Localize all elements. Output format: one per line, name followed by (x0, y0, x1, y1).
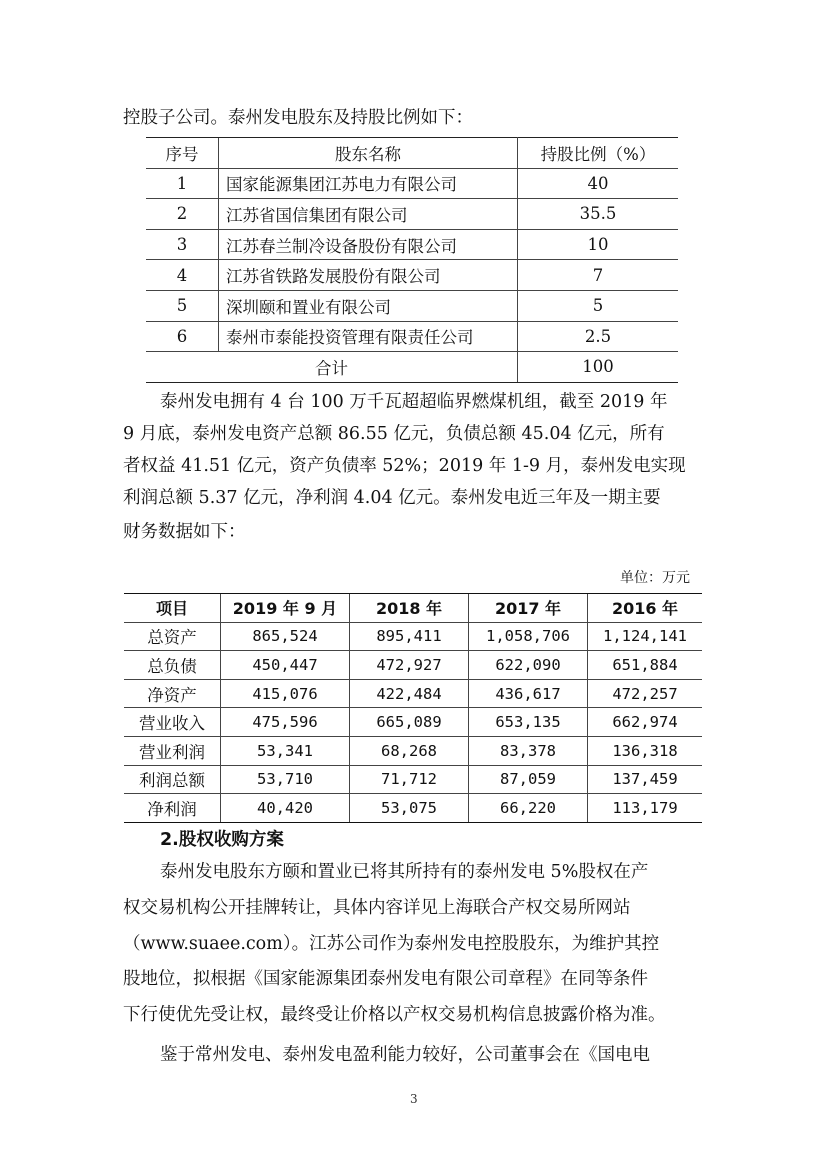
row-item: 营业收入 (124, 708, 221, 737)
page-number: 3 (410, 1092, 418, 1106)
column-header: 股东名称 (219, 138, 518, 169)
column-header: 2016 年 (588, 594, 703, 623)
table-cell: 662,974 (588, 708, 703, 737)
paragraph-line: 财务数据如下： (123, 522, 246, 542)
table-row (124, 736, 702, 765)
table-row (124, 765, 702, 794)
table-cell: 1,124,141 (588, 622, 703, 651)
share-ratio: 35.5 (518, 199, 679, 230)
shareholder-name: 国家能源集团江苏电力有限公司 (219, 168, 518, 199)
row-item: 净利润 (124, 794, 221, 823)
table-cell: 1,058,706 (469, 622, 588, 651)
table-cell: 622,090 (469, 651, 588, 680)
paragraph-line: 9 月底，泰州发电资产总额 86.55 亿元，负债总额 45.04 亿元，所有 (123, 424, 665, 444)
row-number: 6 (146, 321, 219, 352)
shareholder-table (146, 137, 678, 383)
table-cell: 113,179 (588, 794, 703, 823)
financial-table (124, 593, 702, 823)
share-ratio: 2.5 (518, 321, 679, 352)
shareholder-name: 江苏省铁路发展股份有限公司 (219, 260, 518, 291)
column-header: 项目 (124, 594, 221, 623)
table-cell: 53,341 (221, 736, 350, 765)
row-number: 2 (146, 199, 219, 230)
paragraph-line: 下行使优先受让权，最终受让价格以产权交易机构信息披露价格为准。 (123, 1005, 666, 1025)
shareholder-name: 江苏春兰制冷设备股份有限公司 (219, 229, 518, 260)
table-row (146, 199, 678, 230)
row-item: 总负债 (124, 651, 221, 680)
table-cell: 475,596 (221, 708, 350, 737)
row-number: 5 (146, 290, 219, 321)
table-row (146, 260, 678, 291)
table-cell: 40,420 (221, 794, 350, 823)
table-cell: 53,075 (350, 794, 469, 823)
share-ratio: 10 (518, 229, 679, 260)
paragraph-line: 泰州发电股东方颐和置业已将其所持有的泰州发电 5%股权在产 (160, 862, 649, 882)
section-heading: 2.股权收购方案 (160, 830, 284, 850)
share-ratio: 5 (518, 290, 679, 321)
table-header-row (146, 138, 678, 169)
table-cell: 137,459 (588, 765, 703, 794)
table-cell: 66,220 (469, 794, 588, 823)
table-cell: 71,712 (350, 765, 469, 794)
table-cell: 665,089 (350, 708, 469, 737)
row-item: 总资产 (124, 622, 221, 651)
table-row (146, 321, 678, 352)
paragraph-3: 鉴于常州发电、泰州发电盈利能力较好，公司董事会在《国电电 (160, 1045, 650, 1065)
row-number: 1 (146, 168, 219, 199)
row-item: 营业利润 (124, 736, 221, 765)
table-cell: 653,135 (469, 708, 588, 737)
column-header: 2019 年 9 月 (221, 594, 350, 623)
table-cell: 136,318 (588, 736, 703, 765)
share-ratio: 7 (518, 260, 679, 291)
table-cell: 83,378 (469, 736, 588, 765)
table-row (124, 651, 702, 680)
row-item: 利润总额 (124, 765, 221, 794)
row-number: 4 (146, 260, 219, 291)
paragraph-line: 股地位，拟根据《国家能源集团泰州发电有限公司章程》在同等条件 (123, 969, 648, 989)
row-item: 净资产 (124, 679, 221, 708)
row-number: 3 (146, 229, 219, 260)
table-cell: 865,524 (221, 622, 350, 651)
table-cell: 87,059 (469, 765, 588, 794)
table-cell: 895,411 (350, 622, 469, 651)
table-cell: 422,484 (350, 679, 469, 708)
column-header: 序号 (146, 138, 219, 169)
table-row (146, 229, 678, 260)
table-cell: 450,447 (221, 651, 350, 680)
paragraph-line: 者权益 41.51 亿元，资产负债率 52%；2019 年 1-9 月，泰州发电实现 (123, 456, 686, 476)
unit-label: 单位：万元 (620, 570, 690, 586)
table-total-row (146, 352, 678, 383)
paragraph-line: 泰州发电拥有 4 台 100 万千瓦超超临界燃煤机组，截至 2019 年 (160, 392, 668, 412)
shareholder-name: 泰州市泰能投资管理有限责任公司 (219, 321, 518, 352)
table-header-row (124, 594, 702, 623)
table-cell: 472,927 (350, 651, 469, 680)
total-value: 100 (518, 352, 679, 383)
shareholder-name: 江苏省国信集团有限公司 (219, 199, 518, 230)
table-row (124, 794, 702, 823)
paragraph-line: 利润总额 5.37 亿元，净利润 4.04 亿元。泰州发电近三年及一期主要 (123, 488, 661, 508)
table-cell: 53,710 (221, 765, 350, 794)
table-row (146, 168, 678, 199)
shareholder-name: 深圳颐和置业有限公司 (219, 290, 518, 321)
column-header: 持股比例（%） (518, 138, 679, 169)
table-cell: 436,617 (469, 679, 588, 708)
share-ratio: 40 (518, 168, 679, 199)
table-cell: 68,268 (350, 736, 469, 765)
table-cell: 415,076 (221, 679, 350, 708)
total-label: 合计 (146, 352, 518, 383)
column-header: 2017 年 (469, 594, 588, 623)
paragraph-line: （www.suaee.com）。江苏公司作为泰州发电控股股东，为维护其控 (123, 934, 660, 954)
paragraph-line: 权交易机构公开挂牌转让，具体内容详见上海联合产权交易所网站 (123, 898, 631, 918)
intro-line: 控股子公司。泰州发电股东及持股比例如下： (123, 108, 473, 128)
table-cell: 651,884 (588, 651, 703, 680)
table-row (124, 708, 702, 737)
table-row (146, 290, 678, 321)
table-row (124, 679, 702, 708)
table-row (124, 622, 702, 651)
column-header: 2018 年 (350, 594, 469, 623)
table-cell: 472,257 (588, 679, 703, 708)
